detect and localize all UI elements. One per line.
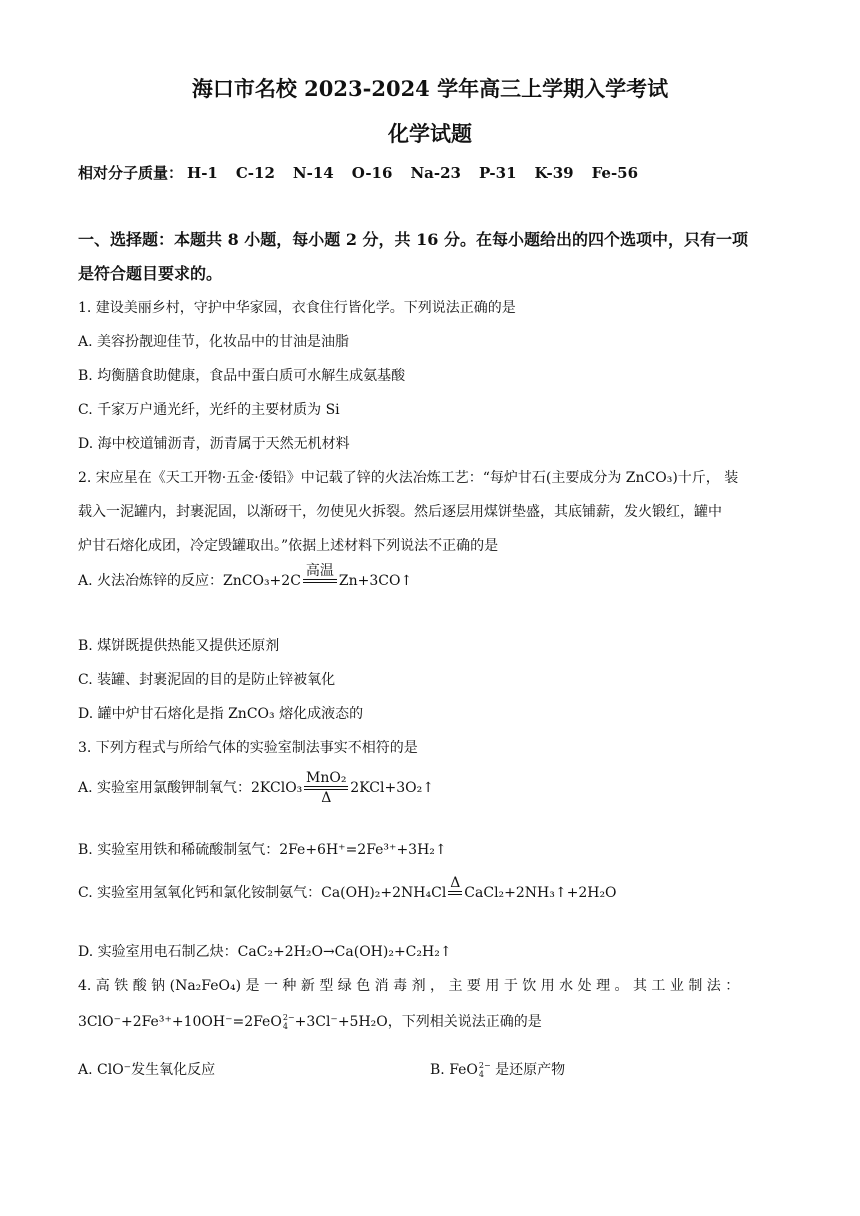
mass-k: K-39 — [534, 164, 574, 182]
mass-p: P-31 — [478, 164, 517, 182]
mass-fe: Fe-56 — [591, 164, 639, 182]
equals-bar — [448, 891, 462, 895]
mass-h: H-1 — [187, 164, 218, 182]
q4-option-a: A. ClO⁻发生氧化反应 — [78, 1062, 216, 1078]
relative-masses — [78, 164, 656, 182]
q2-option-c: C. 装罐、封裹泥固的目的是防止锌被氧化 — [78, 672, 336, 688]
q2-stem-line3: 炉甘石熔化成团，冷定毁罐取出。”依据上述材料下列说法不正确的是 — [78, 538, 499, 554]
q2-a-prefix: A. 火法冶炼锌的反应：ZnCO₃+2C — [78, 573, 301, 589]
q4-stem-line1: 4. 高 铁 酸 钠 (Na₂FeO₄) 是 一 种 新 型 绿 色 消 毒 剂 ， 主 要 用 于 饮 用 水 处 理 。 其 工 业 制 法 ： — [78, 978, 740, 994]
q3-option-d: D. 实验室用电石制乙炔：CaC₂+2H₂O→Ca(OH)₂+C₂H₂↑ — [78, 944, 452, 960]
q2-option-a — [78, 563, 413, 592]
mass-na: Na-23 — [410, 164, 461, 182]
exam-title: 海口市名校 2023-2024 学年高三上学期入学考试 — [191, 76, 669, 101]
section-heading-line1: 一、选择题：本题共 8 小题，每小题 2 分，共 16 分。在每小题给出的四个选项中，只有一项 — [78, 230, 748, 249]
section-heading-line2: 是符合题目要求的。 — [78, 264, 223, 283]
q1-option-b: B. 均衡膳食助健康，食品中蛋白质可水解生成氨基酸 — [78, 368, 406, 384]
q1-option-c: C. 千家万户通光纤，光纤的主要材质为 Si — [78, 402, 340, 418]
mass-c: C-12 — [235, 164, 275, 182]
q2-a-suffix: Zn+3CO↑ — [338, 573, 413, 589]
q3-a-prefix: A. 实验室用氯酸钾制氧气：2KClO₃ — [78, 780, 303, 796]
q2-option-b: B. 煤饼既提供热能又提供还原剂 — [78, 638, 280, 654]
condition-high-temp: 高温 — [305, 563, 334, 579]
q4-b-suffix: 是还原产物 — [490, 1062, 566, 1078]
q1-option-d: D. 海中校道铺沥青，沥青属于天然无机材料 — [78, 436, 350, 452]
q3-option-c — [78, 875, 617, 904]
q4-eq-suffix: +3Cl⁻+5H₂O，下列相关说法正确的是 — [294, 1014, 542, 1030]
ion-charge: 2− 4 — [282, 1013, 295, 1031]
q2-option-d: D. 罐中炉甘石熔化是指 ZnCO₃ 熔化成液态的 — [78, 706, 364, 722]
q4-b-prefix: B. FeO — [430, 1062, 478, 1078]
reaction-condition — [304, 770, 348, 806]
q2-stem-line1: 2. 宋应星在《天工开物·五金·倭铅》中记载了锌的火法冶炼工艺：“每炉甘石(主要成分为 ZnCO₃)十斤， 装 — [78, 470, 739, 486]
condition-heat: Δ — [321, 790, 332, 806]
q4-equation — [78, 1013, 542, 1031]
ion-charge: 2− 4 — [478, 1061, 491, 1079]
q4-option-b — [430, 1061, 565, 1079]
reaction-condition — [448, 875, 462, 895]
q3-option-a — [78, 770, 434, 806]
q1-option-a: A. 美容扮靓迎佳节，化妆品中的甘油是油脂 — [78, 334, 350, 350]
q3-c-suffix: CaCl₂+2NH₃↑+2H₂O — [464, 885, 617, 901]
condition-catalyst: MnO₂ — [306, 770, 347, 786]
q3-a-suffix: 2KCl+3O₂↑ — [350, 780, 434, 796]
q1-stem: 1. 建设美丽乡村，守护中华家园，衣食住行皆化学。下列说法正确的是 — [78, 300, 516, 316]
mass-n: N-14 — [292, 164, 334, 182]
q4-eq-prefix: 3ClO⁻+2Fe³⁺+10OH⁻=2FeO — [78, 1014, 282, 1030]
q3-c-prefix: C. 实验室用氢氧化钙和氯化铵制氨气：Ca(OH)₂+2NH₄Cl — [78, 885, 447, 901]
q3-option-b: B. 实验室用铁和稀硫酸制氢气：2Fe+6H⁺=2Fe³⁺+3H₂↑ — [78, 842, 447, 858]
q2-stem-line2: 载入一泥罐内，封裹泥固，以渐砑干，勿使见火拆裂。然后逐层用煤饼垫盛，其底铺薪，发火锻红，罐中 — [78, 504, 722, 520]
equals-bar — [303, 579, 337, 583]
reaction-condition — [303, 563, 337, 583]
exam-subtitle: 化学试题 — [388, 121, 472, 146]
condition-heat: Δ — [450, 875, 461, 891]
q3-stem: 3. 下列方程式与所给气体的实验室制法事实不相符的是 — [78, 740, 418, 756]
masses-label: 相对分子质量： — [78, 164, 184, 182]
mass-o: O-16 — [351, 164, 393, 182]
